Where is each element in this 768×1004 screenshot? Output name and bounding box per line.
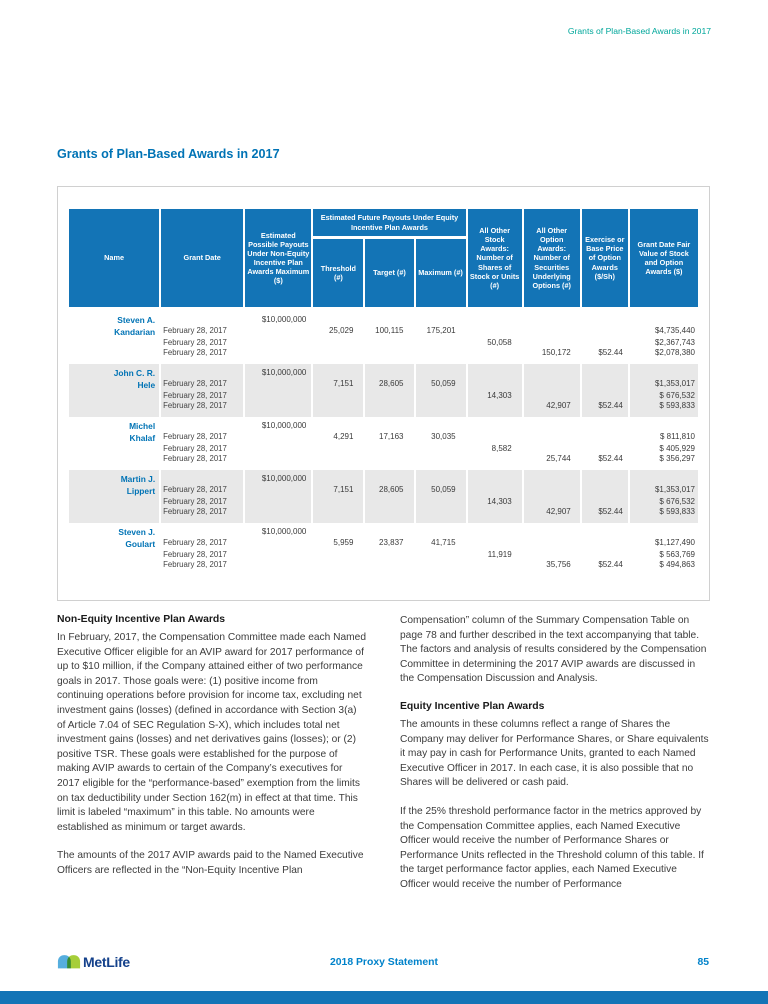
table-row [69, 454, 698, 470]
cell-maximum [416, 336, 466, 348]
cell-non-equity-max [245, 507, 311, 523]
cell-exercise-price [582, 430, 628, 442]
col-header-grant-date: Grant Date [161, 209, 243, 311]
cell-stock-units [468, 324, 522, 336]
cell-options [524, 536, 580, 548]
cell-target [365, 548, 413, 560]
cell-fair-value: $1,353,017 [630, 377, 698, 389]
col-header-equity-group: Estimated Future Payouts Under Equity Incentive Plan Awards [313, 209, 465, 239]
col-header-maximum: Maximum (#) [416, 239, 466, 311]
cell-maximum [416, 364, 466, 377]
cell-options [524, 442, 580, 454]
table-row [69, 364, 698, 377]
cell-grant-date: February 28, 2017 [163, 337, 227, 347]
cell-stock-units [468, 348, 522, 364]
metlife-logo [57, 953, 130, 970]
cell-options [524, 377, 580, 389]
cell-non-equity-max [245, 324, 311, 336]
cell-options: 35,756 [546, 560, 571, 569]
running-header: Grants of Plan-Based Awards in 2017 [567, 26, 711, 36]
equity-paragraph-2: If the 25% threshold performance factor in the metrics approved by the Compensation Committee applies, each Named Executive Officer would receive the number of Performance Shares or Performance Units reflected in the Threshold column of this table. If the target performance factor applies, each Named Executive Officer would receive the number of Performance [400, 805, 704, 890]
cell-target: 100,115 [375, 325, 404, 335]
cell-non-equity-max [245, 454, 311, 470]
cell-stock-units: 11,919 [487, 549, 512, 559]
cell-target [365, 364, 413, 377]
cell-grant-date: February 28, 2017 [161, 377, 243, 389]
table-frame [57, 186, 710, 601]
cell-exercise-price: $52.44 [582, 507, 628, 523]
cell-options [524, 430, 580, 442]
cell-options: 42,907 [524, 401, 580, 417]
cell-threshold [313, 401, 363, 417]
cell-stock-units [468, 364, 522, 377]
cell-grant-date: February 28, 2017 [163, 325, 227, 335]
cell-fair-value: $ 405,929 [659, 443, 695, 453]
col-header-non-equity-max: Estimated Possible Payouts Under Non-Equity Incentive Plan Awards Maximum ($) [245, 209, 311, 311]
table-row [69, 417, 698, 430]
cell-exercise-price [582, 483, 628, 495]
executive-name: Martin J. Lippert [69, 470, 159, 523]
cell-options [524, 417, 580, 430]
table-row [69, 348, 698, 364]
cell-maximum [416, 507, 466, 523]
cell-exercise-price [582, 311, 628, 324]
cell-threshold [313, 523, 363, 536]
cell-stock-units [468, 401, 522, 417]
cell-exercise-price [582, 470, 628, 483]
cell-threshold [313, 560, 363, 576]
table-row [69, 548, 698, 560]
cell-options: 25,744 [546, 454, 571, 463]
cell-target [365, 507, 413, 523]
cell-maximum [416, 417, 466, 430]
cell-fair-value: $2,078,380 [654, 348, 695, 357]
cell-exercise-price [582, 389, 628, 401]
cell-threshold [313, 470, 363, 483]
table-row [69, 483, 698, 495]
cell-non-equity-max [245, 548, 311, 560]
cell-target [365, 523, 413, 536]
cell-exercise-price: $52.44 [598, 560, 623, 569]
cell-threshold [313, 348, 363, 364]
cell-options: 150,172 [541, 348, 571, 357]
equity-heading: Equity Incentive Plan Awards [400, 700, 545, 712]
cell-stock-units [468, 454, 522, 470]
cell-maximum [416, 401, 466, 417]
table-row [69, 311, 698, 324]
cell-options [524, 495, 580, 507]
cell-grant-date [161, 311, 243, 324]
cell-exercise-price: $52.44 [582, 401, 628, 417]
cell-stock-units [468, 311, 522, 324]
cell-non-equity-max [245, 430, 311, 442]
executive-name: John C. R. Hele [69, 364, 159, 417]
cell-threshold [313, 311, 363, 324]
cell-threshold [313, 507, 363, 523]
cell-stock-units [468, 507, 522, 523]
cell-non-equity-max [245, 348, 311, 364]
table-row [69, 470, 698, 483]
cell-maximum [416, 495, 466, 507]
cell-maximum: 50,059 [416, 377, 466, 389]
cell-stock-units [468, 430, 522, 442]
notes-right-column [400, 614, 709, 907]
cell-threshold: 25,029 [328, 325, 354, 335]
cell-non-equity-max [245, 495, 311, 507]
cell-options [524, 470, 580, 483]
cell-stock-units [468, 560, 522, 576]
cell-exercise-price [582, 364, 628, 377]
cell-fair-value: $ 593,833 [630, 401, 698, 417]
cell-options [524, 336, 580, 348]
equity-paragraph-1: The amounts in these columns reflect a range of Shares the Company may deliver for Performance Shares, or Share equivalents it may pay in cash for Performance Units, granted to each Named Executive Officer in 2017. In each case, it is also possible that no Shares will be delivered or cash paid. [400, 718, 709, 789]
cell-threshold [313, 495, 363, 507]
cell-maximum: 41,715 [431, 537, 456, 547]
cell-threshold [313, 442, 363, 454]
cell-stock-units: 14,303 [468, 389, 522, 401]
cell-grant-date [161, 470, 243, 483]
non-equity-paragraph-1: In February, 2017, the Compensation Committee made each Named Executive Officer eligible for an AVIP award for 2017 performance of up to $10 million, if the Company attained either of two performance goals in 2017. Those goals were: (1) positive income from continuing operations before provision for income tax, excluding net investment gains (losses) (defined in accordance with Section 3(a) of Article 7.04 of SEC Regulation S-X), which includes total net investment gains (losses) and net derivatives gains (losses); or (2) positive TSR. These goals were established for the purpose of making AVIP awards to certain of the Company’s executives for 2017 eligible for the “performance-based” exemption from the limits on tax deductibility under Section 162(m) in effect at that time. This limit is labeled “maximum” in this table. No amounts were established as minimum or target awards. [57, 632, 366, 833]
cell-threshold: 5,959 [333, 537, 354, 547]
cell-grant-date: February 28, 2017 [163, 431, 227, 441]
cell-threshold: 7,151 [313, 483, 363, 495]
cell-grant-date: February 28, 2017 [161, 401, 243, 417]
cell-target [365, 336, 413, 348]
cell-maximum [416, 454, 466, 470]
cell-target: 28,605 [365, 483, 413, 495]
cell-exercise-price [582, 324, 628, 336]
cell-exercise-price: $52.44 [598, 454, 623, 463]
cell-target [365, 560, 413, 576]
table-row [69, 430, 698, 442]
cell-threshold [313, 454, 363, 470]
cell-non-equity-max [245, 389, 311, 401]
cell-non-equity-max [245, 401, 311, 417]
cell-non-equity-max [245, 536, 311, 548]
cell-threshold [313, 389, 363, 401]
cell-exercise-price [582, 495, 628, 507]
page-footer [57, 952, 711, 974]
cell-maximum [416, 548, 466, 560]
cell-fair-value [630, 311, 698, 324]
cell-threshold: 4,291 [333, 431, 354, 441]
col-header-fair-value: Grant Date Fair Value of Stock and Option Awards ($) [630, 209, 698, 311]
cell-fair-value: $ 593,833 [630, 507, 698, 523]
cell-fair-value: $2,367,743 [654, 337, 695, 347]
cell-stock-units [468, 536, 522, 548]
cell-grant-date: February 28, 2017 [163, 537, 227, 547]
cell-target [365, 417, 413, 430]
plan-based-awards-table [67, 209, 700, 576]
cell-grant-date [161, 364, 243, 377]
table-row [69, 377, 698, 389]
cell-maximum [416, 348, 466, 364]
cell-grant-date: February 28, 2017 [161, 483, 243, 495]
cell-target [365, 401, 413, 417]
cell-target [365, 389, 413, 401]
table-header [69, 209, 698, 311]
cell-exercise-price [582, 548, 628, 560]
cell-exercise-price [582, 536, 628, 548]
non-equity-paragraph-3: Compensation” column of the Summary Compensation Table on page 78 and further described in the text accompanying that table. The factors and analysis of results considered by the Compensation Committee in determining the 2017 AVIP awards are discussed in the Compensation Discussion and Analysis. [400, 615, 707, 685]
cell-options [524, 523, 580, 536]
table-row [69, 401, 698, 417]
cell-fair-value [630, 523, 698, 536]
cell-exercise-price: $52.44 [598, 348, 623, 357]
executive-name: Michel Khalaf [129, 421, 156, 443]
metlife-logo-icon [57, 953, 81, 970]
cell-stock-units: 50,058 [487, 337, 512, 347]
cell-maximum [416, 560, 466, 576]
cell-fair-value: $ 494,863 [659, 560, 695, 569]
bottom-accent-bar [0, 991, 768, 1004]
notes-left-column [57, 614, 366, 907]
cell-non-equity-max [245, 560, 311, 576]
cell-exercise-price [582, 442, 628, 454]
cell-stock-units [468, 470, 522, 483]
cell-options: 42,907 [524, 507, 580, 523]
cell-stock-units: 8,582 [491, 443, 512, 453]
cell-stock-units: 14,303 [468, 495, 522, 507]
col-header-threshold: Threshold (#) [313, 239, 363, 311]
table-row [69, 507, 698, 523]
cell-threshold [313, 336, 363, 348]
cell-threshold [313, 417, 363, 430]
cell-non-equity-max: $10,000,000 [245, 470, 311, 483]
non-equity-paragraph-2: The amounts of the 2017 AVIP awards paid to the Named Executive Officers are reflected in the “Non-Equity Incentive Plan [57, 850, 364, 876]
cell-options [524, 311, 580, 324]
table-body [69, 311, 698, 576]
cell-maximum [416, 523, 466, 536]
cell-options [524, 389, 580, 401]
cell-grant-date: February 28, 2017 [163, 443, 227, 453]
cell-maximum: 50,059 [416, 483, 466, 495]
cell-non-equity-max: $10,000,000 [261, 527, 307, 536]
cell-fair-value [630, 364, 698, 377]
table-row [69, 536, 698, 548]
cell-stock-units [468, 523, 522, 536]
cell-maximum [416, 442, 466, 454]
cell-threshold: 7,151 [313, 377, 363, 389]
cell-maximum: 30,035 [431, 431, 456, 441]
cell-fair-value: $1,353,017 [630, 483, 698, 495]
cell-target [365, 442, 413, 454]
footer-title: 2018 Proxy Statement [329, 957, 439, 968]
cell-threshold [313, 548, 363, 560]
cell-options [524, 324, 580, 336]
executive-name: Steven A. Kandarian [114, 315, 156, 337]
cell-grant-date [161, 417, 243, 430]
table-row [69, 336, 698, 348]
cell-grant-date: February 28, 2017 [163, 549, 227, 559]
cell-exercise-price [582, 417, 628, 430]
cell-target: 23,837 [379, 537, 404, 547]
cell-grant-date: February 28, 2017 [163, 560, 227, 569]
cell-stock-units [468, 377, 522, 389]
table-row [69, 495, 698, 507]
cell-target [365, 311, 413, 324]
cell-target [365, 454, 413, 470]
col-header-option-awards: All Other Option Awards: Number of Securities Underlying Options (#) [524, 209, 580, 311]
col-header-name: Name [69, 209, 159, 311]
cell-grant-date: February 28, 2017 [161, 507, 243, 523]
table-row [69, 560, 698, 576]
cell-fair-value [630, 417, 698, 430]
cell-options [524, 483, 580, 495]
cell-target [365, 470, 413, 483]
col-header-target: Target (#) [365, 239, 413, 311]
cell-options [524, 548, 580, 560]
cell-non-equity-max [245, 442, 311, 454]
cell-grant-date: February 28, 2017 [161, 495, 243, 507]
cell-exercise-price [582, 523, 628, 536]
cell-target [365, 495, 413, 507]
cell-fair-value: $ 811,810 [660, 431, 695, 441]
metlife-wordmark: MetLife [83, 953, 130, 970]
cell-fair-value: $4,735,440 [654, 325, 695, 335]
cell-target: 17,163 [379, 431, 404, 441]
cell-options [524, 364, 580, 377]
cell-fair-value: $ 676,532 [630, 495, 698, 507]
cell-fair-value: $ 356,297 [659, 454, 695, 463]
non-equity-heading: Non-Equity Incentive Plan Awards [57, 614, 226, 625]
cell-stock-units [468, 417, 522, 430]
cell-fair-value: $ 676,532 [630, 389, 698, 401]
executive-name: Steven J. Goulart [118, 527, 156, 549]
table-row [69, 389, 698, 401]
cell-maximum: 175,201 [426, 325, 456, 335]
table-row [69, 523, 698, 536]
cell-target [365, 348, 413, 364]
table-row [69, 324, 698, 336]
cell-non-equity-max: $10,000,000 [245, 364, 311, 377]
cell-fair-value [630, 470, 698, 483]
cell-non-equity-max: $10,000,000 [261, 421, 307, 430]
cell-fair-value: $1,127,490 [654, 537, 695, 547]
page-title: Grants of Plan-Based Awards in 2017 [57, 147, 280, 161]
cell-non-equity-max: $10,000,000 [261, 315, 307, 324]
cell-grant-date: February 28, 2017 [163, 454, 227, 463]
cell-non-equity-max [245, 336, 311, 348]
cell-target: 28,605 [365, 377, 413, 389]
page-number: 85 [697, 957, 709, 968]
col-header-stock-awards: All Other Stock Awards: Number of Shares of Stock or Units (#) [468, 209, 522, 311]
notes-section [57, 614, 710, 907]
cell-grant-date: February 28, 2017 [161, 389, 243, 401]
cell-exercise-price [582, 377, 628, 389]
cell-stock-units [468, 483, 522, 495]
cell-fair-value: $ 563,769 [659, 549, 695, 559]
cell-maximum [416, 311, 466, 324]
col-header-exercise-price: Exercise or Base Price of Option Awards ($/Sh) [582, 209, 628, 311]
cell-maximum [416, 389, 466, 401]
cell-grant-date [161, 523, 243, 536]
cell-non-equity-max [245, 377, 311, 389]
table-row [69, 442, 698, 454]
cell-maximum [416, 470, 466, 483]
cell-non-equity-max [245, 483, 311, 495]
cell-grant-date: February 28, 2017 [163, 348, 227, 357]
cell-threshold [313, 364, 363, 377]
cell-exercise-price [582, 336, 628, 348]
